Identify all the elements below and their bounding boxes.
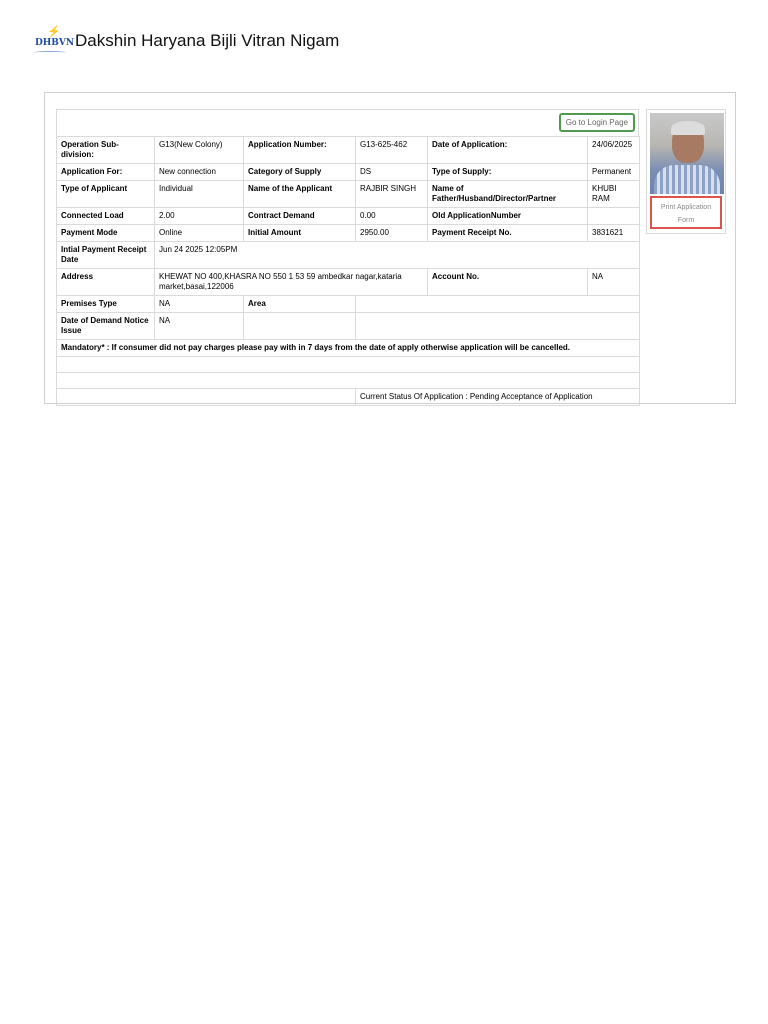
receipt-date-label: Intial Payment Receipt Date xyxy=(57,242,155,269)
table-row xyxy=(57,296,640,313)
app-date-label: Date of Application: xyxy=(428,137,588,164)
connected-load-value: 2.00 xyxy=(155,208,244,225)
applicant-type-value: Individual xyxy=(155,181,244,208)
table-row xyxy=(57,137,640,164)
category-label: Category of Supply xyxy=(244,164,356,181)
table-row xyxy=(57,225,640,242)
photo-shirt xyxy=(654,165,720,194)
applicant-name-value: RAJBIR SINGH xyxy=(356,181,428,208)
application-panel xyxy=(44,92,736,404)
app-date-value: 24/06/2025 xyxy=(588,137,640,164)
empty-cell xyxy=(244,313,356,340)
application-details xyxy=(56,109,639,406)
table-row xyxy=(57,181,640,208)
address-label: Address xyxy=(57,269,155,296)
supply-type-value: Permanent xyxy=(588,164,640,181)
connected-load-label: Connected Load xyxy=(57,208,155,225)
old-app-number-label: Old ApplicationNumber xyxy=(428,208,588,225)
demand-notice-label: Date of Demand Notice Issue xyxy=(57,313,155,340)
table-row xyxy=(57,313,640,340)
application-table xyxy=(56,136,640,406)
relative-name-value: KHUBI RAM xyxy=(588,181,640,208)
logo-text: DHBVN xyxy=(35,38,75,48)
old-app-number-value xyxy=(588,208,640,225)
table-row xyxy=(57,164,640,181)
contract-demand-value: 0.00 xyxy=(356,208,428,225)
empty-row xyxy=(57,373,640,389)
dhbvn-logo xyxy=(33,26,75,55)
photo-hair xyxy=(671,121,705,135)
app-number-value: G13-625-462 xyxy=(356,137,428,164)
account-no-value: NA xyxy=(588,269,640,296)
app-for-label: Application For: xyxy=(57,164,155,181)
address-value: KHEWAT NO 400,KHASRA NO 550 1 53 59 ambedkar nagar,kataria market,basai,122006 xyxy=(155,269,428,296)
top-action-bar xyxy=(56,109,639,136)
receipt-no-value: 3831621 xyxy=(588,225,640,242)
op-subdivision-value: G13(New Colony) xyxy=(155,137,244,164)
site-header xyxy=(33,26,339,56)
applicant-photo xyxy=(650,113,724,194)
logo-swoosh xyxy=(34,51,66,54)
account-no-label: Account No. xyxy=(428,269,588,296)
lightning-icon: ⚡ xyxy=(47,26,61,38)
supply-type-label: Type of Supply: xyxy=(428,164,588,181)
relative-name-label: Name of Father/Husband/Director/Partner xyxy=(428,181,588,208)
receipt-no-label: Payment Receipt No. xyxy=(428,225,588,242)
initial-amount-label: Initial Amount xyxy=(244,225,356,242)
table-row xyxy=(57,269,640,296)
application-status: Current Status Of Application : Pending Acceptance of Application xyxy=(356,389,640,406)
app-number-label: Application Number: xyxy=(244,137,356,164)
table-row xyxy=(57,208,640,225)
receipt-date-value: Jun 24 2025 12:05PM xyxy=(155,242,640,269)
initial-amount-value: 2950.00 xyxy=(356,225,428,242)
contract-demand-label: Contract Demand xyxy=(244,208,356,225)
payment-mode-label: Payment Mode xyxy=(57,225,155,242)
table-row xyxy=(57,340,640,357)
applicant-type-label: Type of Applicant xyxy=(57,181,155,208)
site-title: Dakshin Haryana Bijli Vitran Nigam xyxy=(75,31,340,50)
photo-panel xyxy=(646,109,726,234)
go-to-login-button[interactable]: Go to Login Page xyxy=(559,113,635,132)
payment-mode-value: Online xyxy=(155,225,244,242)
premises-type-label: Premises Type xyxy=(57,296,155,313)
area-label: Area xyxy=(244,296,356,313)
table-row xyxy=(57,373,640,389)
demand-notice-value: NA xyxy=(155,313,244,340)
app-for-value: New connection xyxy=(155,164,244,181)
empty-cell xyxy=(57,389,356,406)
premises-type-value: NA xyxy=(155,296,244,313)
table-row xyxy=(57,242,640,269)
empty-cell xyxy=(356,313,640,340)
print-application-button[interactable]: Print Application Form xyxy=(650,196,722,229)
category-value: DS xyxy=(356,164,428,181)
area-value xyxy=(356,296,640,313)
mandatory-notice: Mandatory* : If consumer did not pay charges please pay with in 7 days from the date of apply otherwise application will be cancelled. xyxy=(57,340,640,357)
table-row xyxy=(57,389,640,406)
applicant-name-label: Name of the Applicant xyxy=(244,181,356,208)
op-subdivision-label: Operation Sub-division: xyxy=(57,137,155,164)
empty-row xyxy=(57,357,640,373)
table-row xyxy=(57,357,640,373)
